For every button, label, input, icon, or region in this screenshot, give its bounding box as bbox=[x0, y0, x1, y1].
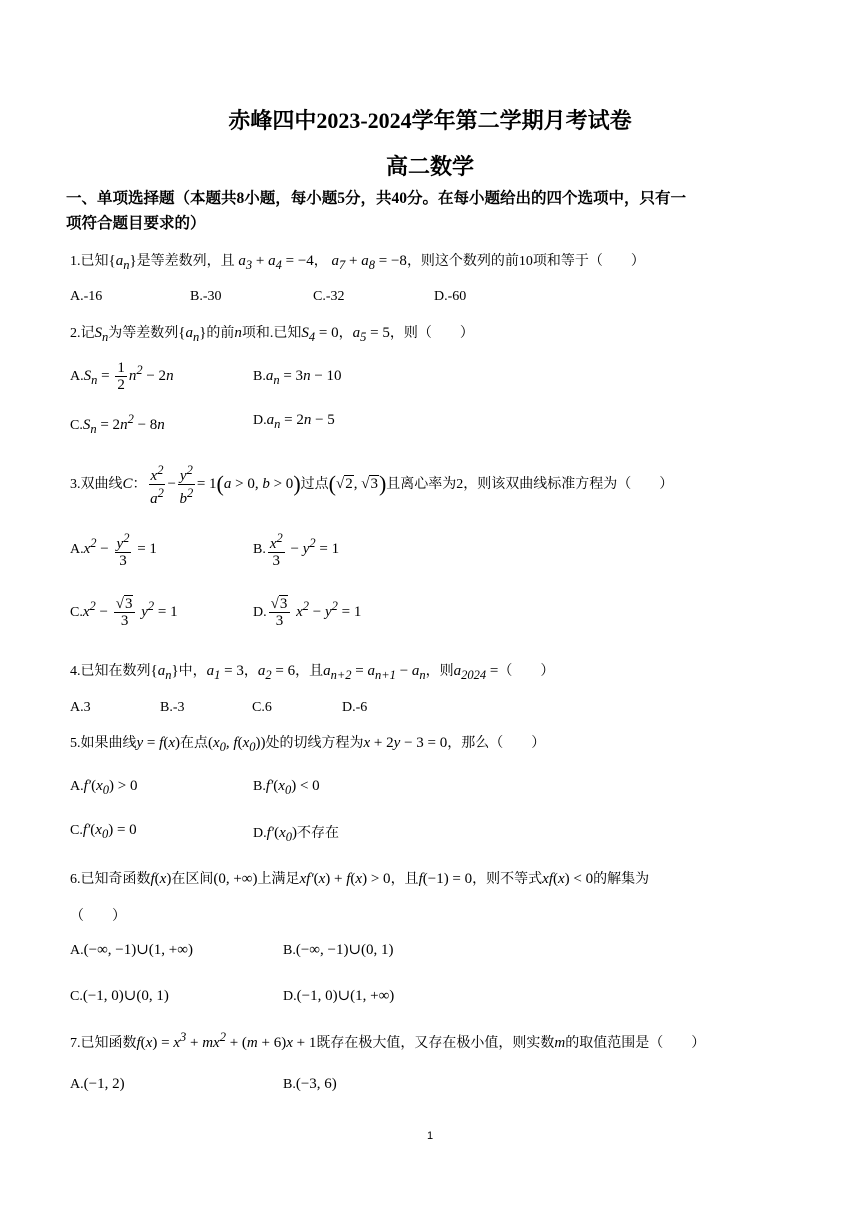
exam-subject: 高二数学 bbox=[385, 154, 474, 179]
q2-option-c[interactable]: $C.S_n = 2n^2 - 8n$ bbox=[70, 412, 165, 436]
question-7: 7.已知函数$f(x) = x^3 + mx^2 + (m + 6)x + 1$既存在极大值，又存在极小值，则实数m的取值范围是（ ） bbox=[70, 1030, 706, 1051]
q4-option-a[interactable]: A.3 bbox=[70, 700, 91, 715]
q5-option-d[interactable]: $D.f'(x_0)$不存在 bbox=[253, 825, 339, 844]
q1-option-a[interactable]: A.-16 bbox=[70, 289, 103, 304]
q5-option-c[interactable]: $C.f'(x_0) = 0$ bbox=[70, 822, 137, 841]
question-3: 3.双曲线C： $\frac{x^2}{a^2}$ − $\frac{y^2}{b^2}$ = 1(a > 0, b > 0)过点(√2, √3)且离心率为2，则该双曲线标准方程为（ ） bbox=[70, 463, 674, 507]
question-6: 6.已知奇函数f(x)在区间(0, +∞)上满足xf′(x) + f(x) > 0，且f(−1) = 0，则不等式xf(x) < 0的解集为 bbox=[70, 871, 650, 887]
q4-option-b[interactable]: B.-3 bbox=[160, 700, 185, 715]
exam-title: 赤峰四中2023-2024学年第二学期月考试卷 bbox=[228, 108, 632, 133]
page-number: 1 bbox=[426, 1130, 434, 1142]
q5-option-b[interactable]: $B.f'(x_0) < 0$ bbox=[253, 778, 320, 797]
q6-option-b[interactable]: B.(−∞, −1)∪(0, 1) bbox=[283, 942, 394, 958]
q3-option-d[interactable]: D. $\frac{√3}{3}$ $x^2 - y^2 = 1$ bbox=[253, 596, 362, 629]
q3-option-b[interactable]: B. $\frac{x^2}{3}$ − $y^2 = 1$ bbox=[253, 531, 340, 569]
q7-option-a[interactable]: A.(−1, 2) bbox=[70, 1076, 125, 1092]
q6-option-c[interactable]: C.(−1, 0)∪(0, 1) bbox=[70, 988, 169, 1004]
q6-option-d[interactable]: D.(−1, 0)∪(1, +∞) bbox=[283, 988, 395, 1004]
question-5: 5.如果曲线y = f(x)在点($x_0$, $f(x_0)$)处的切线方程为x + 2y − 3 = 0，那么（ ） bbox=[70, 735, 546, 754]
question-6-blank: （ ） bbox=[70, 909, 126, 924]
q4-option-c[interactable]: C.6 bbox=[252, 700, 272, 715]
q2-option-a[interactable]: $A.S_n$ = $\frac{1}{2}$ $n^2 - 2n$ bbox=[70, 360, 174, 393]
q1-option-c[interactable]: C.-32 bbox=[313, 289, 345, 304]
q3-option-a[interactable]: $A.x^2$ − $\frac{y^2}{3}$ = 1 bbox=[70, 531, 157, 569]
question-1: 1.已知$\{a_n\}$是等差数列，且 $a_3 + a_4 = -4$， $a_7 + a_8 = -8$，则这个数列的前10项和等于（ ） bbox=[70, 253, 645, 272]
q4-option-d[interactable]: D.-6 bbox=[342, 700, 368, 715]
q3-option-c[interactable]: $C.x^2$ − $\frac{√3}{3}$ $y^2 = 1$ bbox=[70, 596, 178, 629]
q2-option-d[interactable]: $D.a_n = 2n - 5$ bbox=[253, 412, 335, 431]
q1-option-b[interactable]: B.-30 bbox=[190, 289, 222, 304]
section-heading: 一、单项选择题（本题共8小题，每小题5分，共40分。在每小题给出的四个选项中，只有一 项符合题目要求的） bbox=[66, 190, 687, 232]
q2-option-b[interactable]: $B.a_n = 3n - 10$ bbox=[253, 368, 342, 387]
question-2: 2.记$S_n$为等差数列$\{a_n\}$的前n项和.已知$S_4 = 0$，$a_5 = 5$，则（ ） bbox=[70, 325, 474, 344]
q1-option-d[interactable]: D.-60 bbox=[434, 289, 467, 304]
q5-option-a[interactable]: $A.f'(x_0) > 0$ bbox=[70, 778, 138, 797]
question-4: 4.已知在数列$\{a_n\}$中，$a_1 = 3$，$a_2 = 6$，且$a_{n+2} = a_{n+1} - a_n$，则$a_{2024}$ =（ ） bbox=[70, 663, 555, 682]
q7-option-b[interactable]: B.(−3, 6) bbox=[283, 1076, 337, 1092]
q6-option-a[interactable]: A.(−∞, −1)∪(1, +∞) bbox=[70, 942, 193, 958]
